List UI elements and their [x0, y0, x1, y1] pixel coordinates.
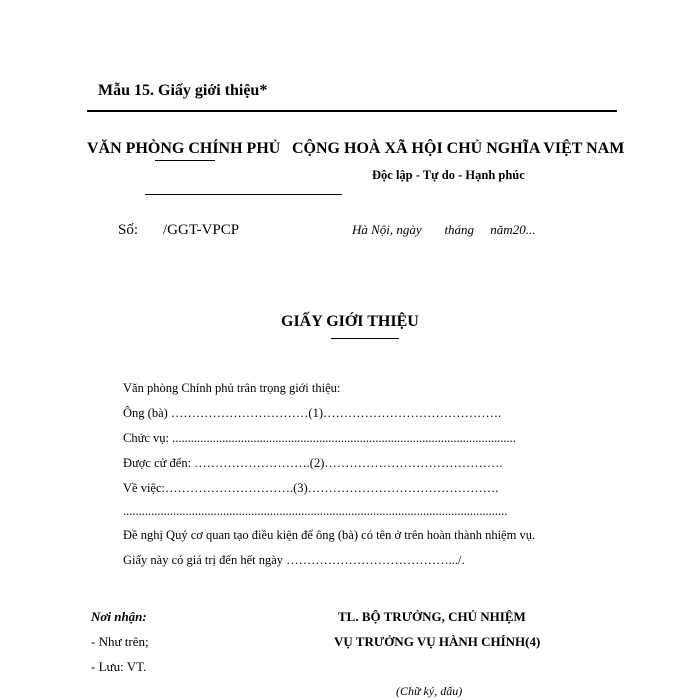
country-name: CỘNG HOÀ XÃ HỘI CHỦ NGHĨA VIỆT NAM: [292, 140, 625, 157]
signature-note: (Chữ ký, dấu): [396, 684, 463, 698]
name-line: Ông (bà) ……………………………(1)…………………………………….: [123, 406, 502, 420]
subject-line: Về việc:………………………….(3)……………………………………….: [123, 481, 499, 495]
agency-underline: [155, 160, 215, 161]
motto-underline: [145, 194, 342, 195]
signer-title: TL. BỘ TRƯỞNG, CHỦ NHIỆM: [338, 609, 526, 624]
dispatch-line: Được cử đến: ……………………….(2)…………………………………….: [123, 456, 503, 470]
national-motto: Độc lập - Tự do - Hạnh phúc: [372, 168, 525, 182]
form-label: Mẫu 15. Giấy giới thiệu*: [98, 82, 268, 99]
doc-number-label: Số:: [118, 222, 139, 238]
intro-line: Văn phòng Chính phủ trân trọng giới thiệu:: [123, 381, 341, 395]
dotted-line: ...........................................................................................................................: [123, 504, 508, 518]
agency-name: VĂN PHÒNG CHÍNH PHỦ: [87, 140, 281, 157]
date-line: Hà Nội, ngày tháng năm20...: [352, 222, 536, 237]
recipients-heading: Nơi nhận:: [91, 609, 147, 624]
title-underline: [331, 338, 399, 339]
doc-number-code: /GGT-VPCP: [163, 222, 240, 238]
top-rule: [87, 110, 617, 112]
position-line: Chức vụ: ..............................................................................................................: [123, 431, 516, 445]
request-line: Đề nghị Quý cơ quan tạo điều kiện để ông (bà) có tên ở trên hoàn thành nhiệm vụ.: [123, 528, 536, 542]
recipient-item: - Như trên;: [91, 634, 149, 649]
recipient-item: - Lưu: VT.: [91, 659, 147, 674]
document-title: GIẤY GIỚI THIỆU: [281, 313, 419, 330]
signer-department: VỤ TRƯỞNG VỤ HÀNH CHÍNH(4): [334, 634, 541, 649]
validity-line: Giấy này có giá trị đến hết ngày ………………………………….../.: [123, 553, 465, 567]
